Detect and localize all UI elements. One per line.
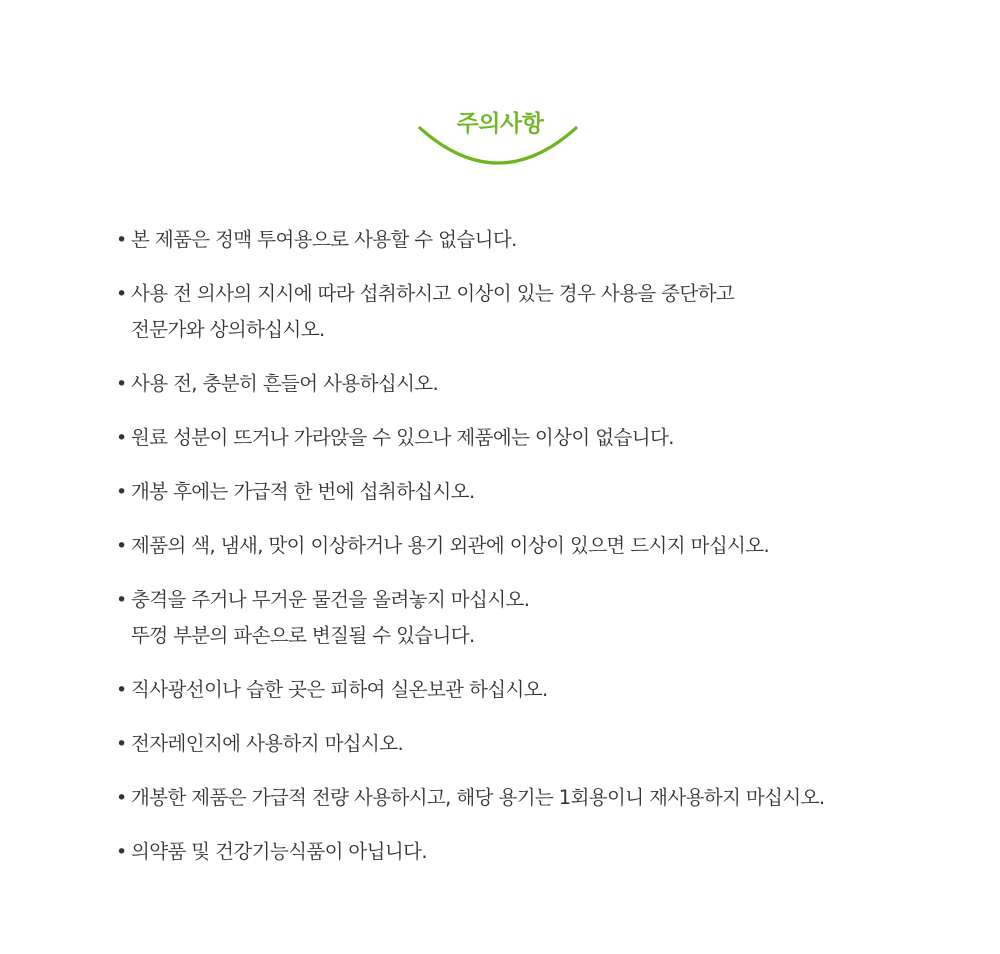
caution-item bbox=[116, 276, 986, 348]
caution-text: 제품의 색, 냄새, 맛이 이상하거나 용기 외관에 이상이 있으면 드시지 마십시오. bbox=[131, 534, 770, 557]
bullet-dot-icon: • bbox=[116, 283, 127, 305]
caution-item bbox=[116, 366, 986, 402]
caution-text: 충격을 주거나 무거운 물건을 올려놓지 마십시오. bbox=[131, 588, 530, 611]
caution-text: 직사광선이나 습한 곳은 피하여 실온보관 하십시오. bbox=[131, 678, 548, 701]
caution-item bbox=[116, 528, 986, 564]
bullet-dot-icon: • bbox=[116, 535, 127, 557]
caution-header bbox=[0, 108, 1000, 168]
bullet-dot-icon: • bbox=[116, 373, 127, 395]
caution-item bbox=[116, 834, 986, 870]
caution-text: 의약품 및 건강기능식품이 아닙니다. bbox=[131, 840, 427, 863]
caution-text: 전자레인지에 사용하지 마십시오. bbox=[131, 732, 404, 755]
caution-item bbox=[116, 672, 986, 708]
caution-item bbox=[116, 726, 986, 762]
caution-item bbox=[116, 420, 986, 456]
caution-text: 뚜껑 부분의 파손으로 변질될 수 있습니다. bbox=[131, 624, 475, 647]
bullet-dot-icon: • bbox=[116, 229, 127, 251]
caution-text: 개봉 후에는 가급적 한 번에 섭취하십시오. bbox=[131, 480, 475, 503]
caution-text: 개봉한 제품은 가급적 전량 사용하시고, 해당 용기는 1회용이니 재사용하지 마십시오. bbox=[131, 786, 825, 809]
page-title: 주의사항 bbox=[456, 111, 544, 137]
caution-text: 본 제품은 정맥 투여용으로 사용할 수 없습니다. bbox=[131, 228, 517, 251]
caution-item bbox=[116, 222, 986, 258]
caution-item bbox=[116, 780, 986, 816]
caution-text: 원료 성분이 뜨거나 가라앉을 수 있으나 제품에는 이상이 없습니다. bbox=[131, 426, 674, 449]
bullet-dot-icon: • bbox=[116, 427, 127, 449]
caution-text: 전문가와 상의하십시오. bbox=[131, 318, 325, 341]
bullet-dot-icon: • bbox=[116, 787, 127, 809]
caution-list bbox=[116, 222, 986, 888]
caution-item bbox=[116, 474, 986, 510]
smile-arc-underline bbox=[415, 122, 581, 168]
caution-item bbox=[116, 582, 986, 654]
caution-text: 사용 전 의사의 지시에 따라 섭취하시고 이상이 있는 경우 사용을 중단하고 bbox=[131, 282, 735, 305]
bullet-dot-icon: • bbox=[116, 481, 127, 503]
bullet-dot-icon: • bbox=[116, 589, 127, 611]
caution-text: 사용 전, 충분히 흔들어 사용하십시오. bbox=[131, 372, 439, 395]
bullet-dot-icon: • bbox=[116, 733, 127, 755]
bullet-dot-icon: • bbox=[116, 841, 127, 863]
bullet-dot-icon: • bbox=[116, 679, 127, 701]
